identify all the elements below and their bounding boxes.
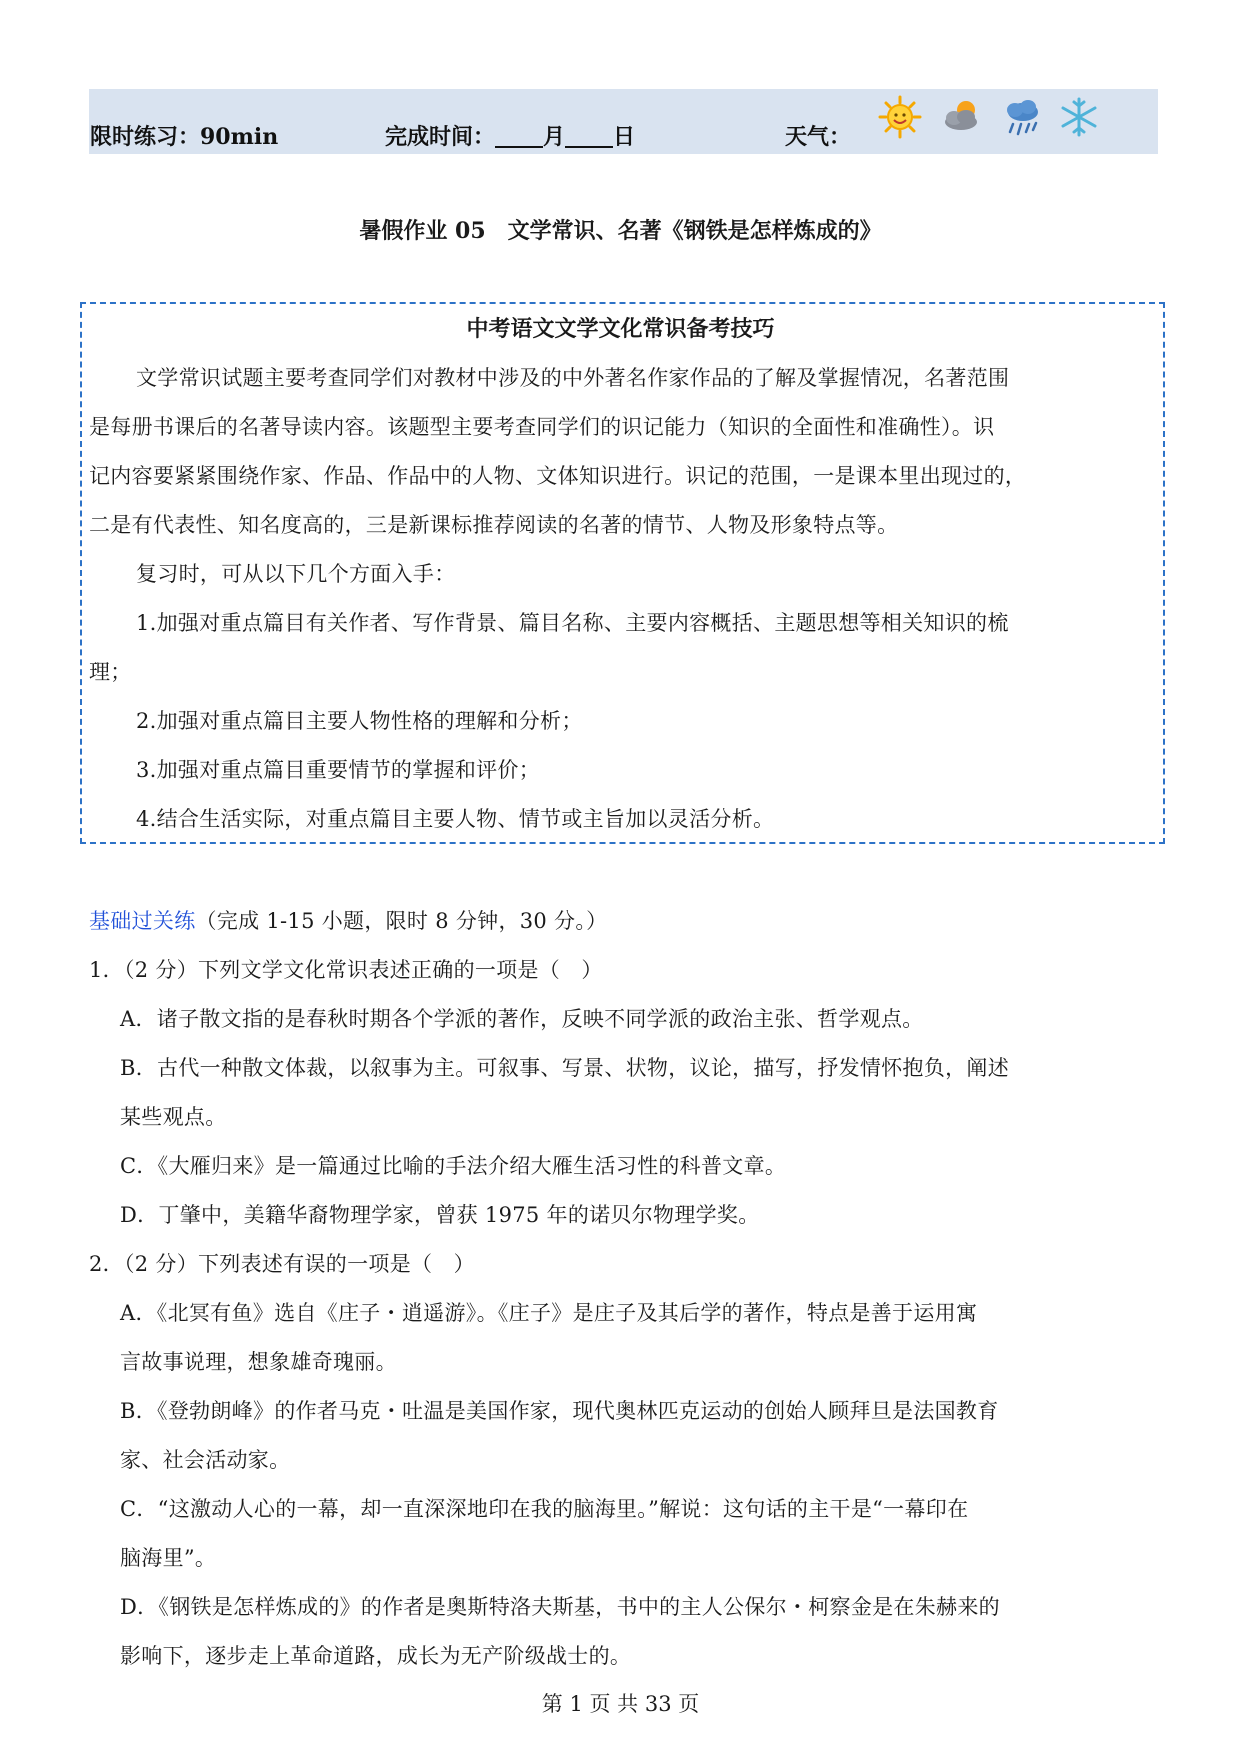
section-note: （完成 1-15 小题，限时 8 分钟，30 分。） (195, 909, 608, 933)
weather-label: 天气： (785, 124, 852, 150)
section-heading (89, 905, 607, 935)
question-option: C．“这激动人心的一幕，却一直深深地印在我的脑海里。”解说：这句话的主干是“一幕印在 (120, 1497, 969, 1521)
section-title: 基础过关练 (89, 909, 196, 933)
question-option: D．《钢铁是怎样炼成的》的作者是奥斯特洛夫斯基，书中的主人公保尔・柯察金是在朱赫来的 (120, 1595, 1000, 1619)
question-option: 家、社会活动家。 (120, 1448, 291, 1472)
question-option: 脑海里”。 (120, 1546, 217, 1570)
time-limit: 限时练习：90min (90, 124, 279, 150)
rain-icon (1001, 95, 1045, 139)
tips-line: 文学常识试题主要考查同学们对教材中涉及的中外著名作家作品的了解及掌握情况，名著范围 (136, 366, 1010, 390)
question-option: A．《北冥有鱼》选自《庄子・逍遥游》。《庄子》是庄子及其后学的著作，特点是善于运用寓 (120, 1301, 978, 1325)
question-option: D．丁肇中，美籍华裔物理学家，曾获 1975 年的诺贝尔物理学奖。 (120, 1203, 760, 1227)
question-stem: 1．（2 分）下列文学文化常识表述正确的一项是（ ） (89, 958, 603, 982)
sun-icon (878, 95, 922, 139)
question-option: 影响下，逐步走上革命道路，成长为无产阶级战士的。 (120, 1644, 632, 1668)
question-option: 某些观点。 (120, 1105, 227, 1129)
tips-line: 理； (89, 660, 132, 684)
day-label: 日 (613, 124, 636, 150)
tips-title: 中考语文文学文化常识备考技巧 (466, 316, 775, 342)
tips-line: 4.结合生活实际，对重点篇目主要人物、情节或主旨加以灵活分析。 (136, 807, 775, 831)
completion-time (385, 120, 635, 151)
month-label: 月 (543, 124, 566, 150)
tips-line: 二是有代表性、知名度高的，三是新课标推荐阅读的名著的情节、人物及形象特点等。 (89, 513, 899, 537)
snowflake-icon (1057, 95, 1101, 139)
page-number: 第 1 页 共 33 页 (541, 1692, 700, 1716)
question-option: B．《登勃朗峰》的作者马克・吐温是美国作家，现代奥林匹克运动的创始人顾拜旦是法国教育 (120, 1399, 999, 1423)
question-option: A．诸子散文指的是春秋时期各个学派的著作，反映不同学派的政治主张、哲学观点。 (120, 1007, 924, 1031)
question-option: C．《大雁归来》是一篇通过比喻的手法介绍大雁生活习性的科普文章。 (120, 1154, 787, 1178)
completion-label: 完成时间： (385, 124, 496, 150)
question-option: 言故事说理，想象雄奇瑰丽。 (120, 1350, 397, 1374)
tips-line: 3.加强对重点篇目重要情节的掌握和评价； (136, 758, 541, 782)
tips-line: 复习时，可从以下几个方面入手： (136, 562, 456, 586)
month-blank (495, 124, 543, 148)
question-option: B．古代一种散文体裁，以叙事为主。可叙事、写景、状物，议论，描写，抒发情怀抱负，阐述 (120, 1056, 1010, 1080)
document-title: 暑假作业 05 文学常识、名著《钢铁是怎样炼成的》 (359, 218, 882, 244)
partly-cloudy-icon (940, 95, 984, 139)
tips-line: 2.加强对重点篇目主要人物性格的理解和分析； (136, 709, 583, 733)
tips-line: 1.加强对重点篇目有关作者、写作背景、篇目名称、主要内容概括、主题思想等相关知识的梳 (136, 611, 1009, 635)
header-bar (89, 89, 1158, 154)
day-blank (565, 124, 613, 148)
tips-line: 是每册书课后的名著导读内容。该题型主要考查同学们的识记能力（知识的全面性和准确性）。识 (89, 415, 995, 439)
tips-line: 记内容要紧紧围绕作家、作品、作品中的人物、文体知识进行。识记的范围，一是课本里出现过的， (89, 464, 1027, 488)
question-stem: 2．（2 分）下列表述有误的一项是（ ） (89, 1252, 475, 1276)
